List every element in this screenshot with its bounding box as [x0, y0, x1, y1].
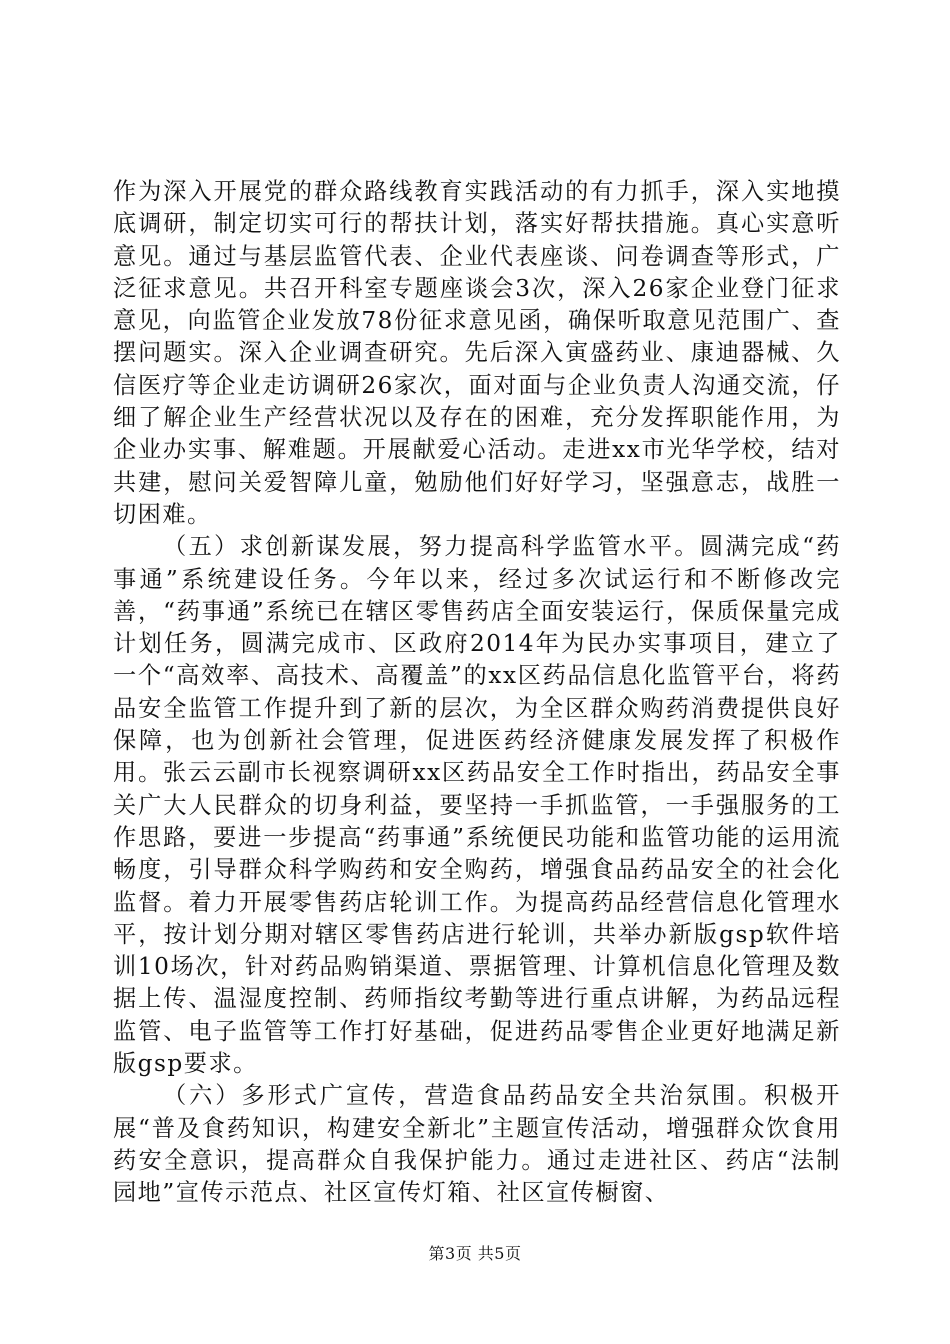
page-number-footer: 第3页 共5页 — [428, 1244, 522, 1263]
paragraph-section-six: （六）多形式广宣传，营造食品药品安全共治氛围。积极开展“普及食药知识，构建安全新北”主题宣传活动，增强群众饮食用药安全意识，提高群众自我保护能力。通过走进社区、药店“法制园地”宣传示范点、社区宣传灯箱、社区宣传橱窗、 — [113, 1082, 841, 1207]
paragraph-section-five: （五）求创新谋发展，努力提高科学监管水平。圆满完成“药事通”系统建设任务。今年以来，经过多次试运行和不断修改完善，“药事通”系统已在辖区零售药店全面安装运行，保质保量完成计划任务，圆满完成市、区政府2014年为民办实事项目，建立了一个“高效率、高技术、高覆盖”的xx区药品信息化监管平台，将药品安全监管工作提升到了新的层次，为全区群众购药消费提供良好保障，也为创新社会管理，促进医药经济健康发展发挥了积极作用。张云云副市长视察调研xx区药品安全工作时指出，药品安全事关广大人民群众的切身利益，要坚持一手抓监管，一手强服务的工作思路，要进一步提高“药事通”系统便民功能和监管功能的运用流畅度，引导群众科学购药和安全购药，增强食品药品安全的社会化监督。着力开展零售药店轮训工作。为提高药品经营信息化管理水平，按计划分期对辖区零售药店进行轮训，共举办新版gsp软件培训10场次，针对药品购销渠道、票据管理、计算机信息化管理及数据上传、温湿度控制、药师指纹考勤等进行重点讲解，为药品远程监管、电子监管等工作打好基础，促进药品零售企业更好地满足新版gsp要求。 — [113, 533, 841, 1078]
paragraph-activities: 作为深入开展党的群众路线教育实践活动的有力抓手，深入实地摸底调研，制定切实可行的帮扶计划，落实好帮扶措施。真心实意听意见。通过与基层监管代表、企业代表座谈、问卷调查等形式，广泛征求意见。共召开科室专题座谈会3次，深入26家企业登门征求意见，向监管企业发放78份征求意见函，确保听取意见范围广、查摆问题实。深入企业调查研究。先后深入寅盛药业、康迪器械、久信医疗等企业走访调研26家次，面对面与企业负责人沟通交流，仔细了解企业生产经营状况以及存在的困难，充分发挥职能作用，为企业办实事、解难题。开展献爱心活动。走进xx市光华学校，结对共建，慰问关爱智障儿童，勉励他们好好学习，坚强意志，战胜一切困难。 — [113, 178, 841, 528]
document-body — [113, 176, 841, 1210]
